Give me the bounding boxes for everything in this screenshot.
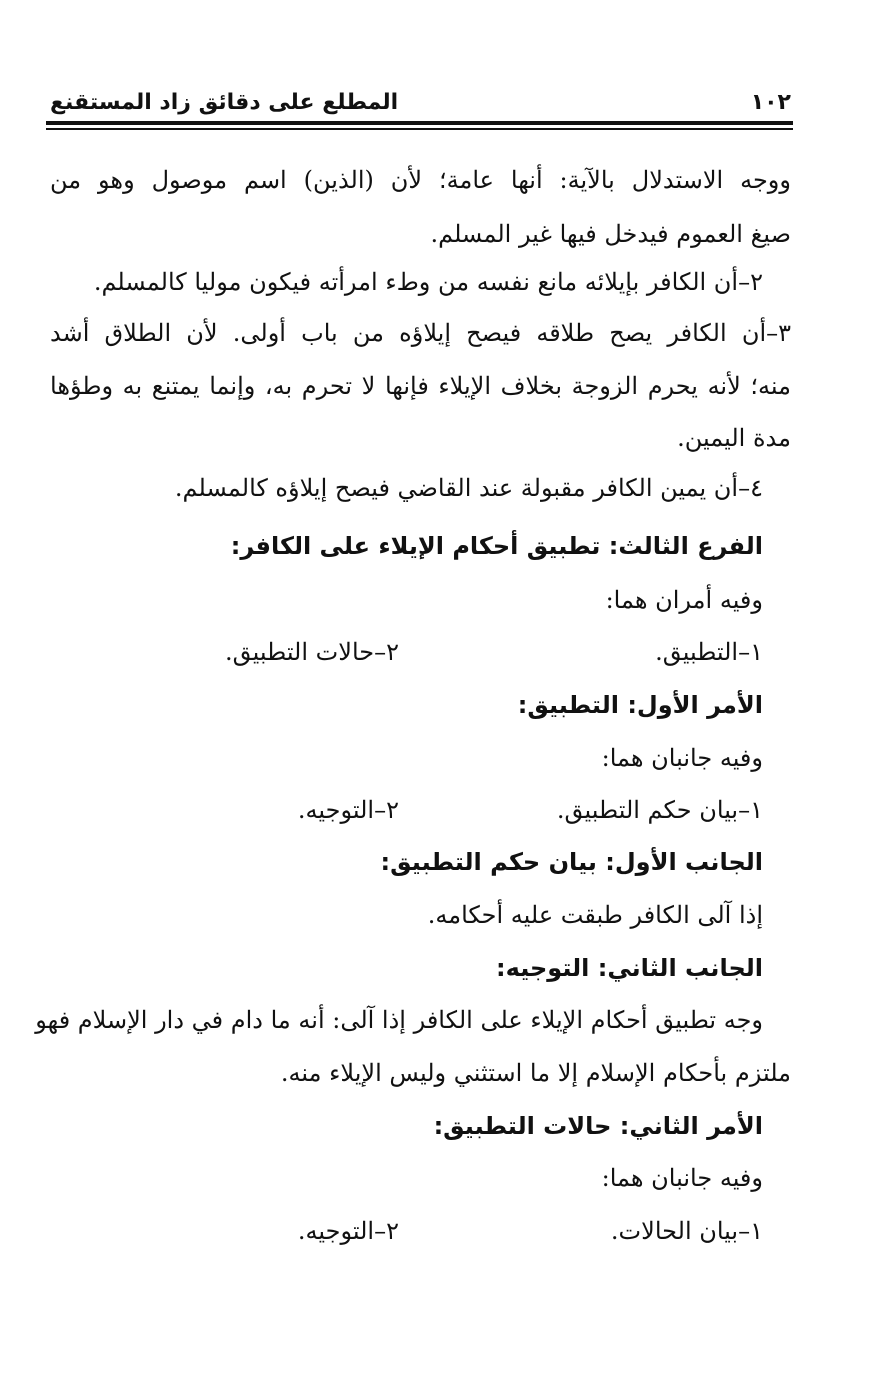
section-heading: الفرع الثالث: تطبيق أحكام الإيلاء على الكافر: [230,532,763,560]
side-heading: الجانب الأول: بيان حكم التطبيق: [380,848,763,876]
list-item: ٢–أن الكافر بإيلائه مانع نفسه من وطء امرأته فيكون موليا كالمسلم. [93,268,763,296]
book-title: المطلع على دقائق زاد المستقنع [50,90,399,115]
page-number: ١٠٢ [750,90,791,115]
list-item: ٤–أن يمين الكافر مقبولة عند القاضي فيصح إيلاؤه كالمسلم. [174,474,763,502]
header-rule-thick [46,121,793,125]
list-item: ٢–التوجيه. [297,796,399,824]
subsection-heading: الأمر الثاني: حالات التطبيق: [433,1112,763,1140]
list-item: ١–بيان حكم التطبيق. [556,796,763,824]
paragraph-line: إذا آلى الكافر طبقت عليه أحكامه. [427,901,763,929]
subsection-heading: الأمر الأول: التطبيق: [517,691,763,719]
paragraph-line: ووجه الاستدلال بالآية: أنها عامة؛ لأن (الذين) اسم موصول وهو من [50,166,791,194]
list-item: ٣–أن الكافر يصح طلاقه فيصح إيلاؤه من باب أولى. لأن الطلاق أشد [50,319,791,347]
section-intro: وفيه أمران هما: [605,586,763,614]
running-header [50,88,791,122]
list-item: ٢–التوجيه. [297,1217,399,1245]
list-item: ١–بيان الحالات. [610,1217,763,1245]
subsection-intro: وفيه جانبان هما: [601,744,763,772]
paragraph-line: وجه تطبيق أحكام الإيلاء على الكافر إذا آلى: أنه ما دام في دار الإسلام فهو [35,1006,763,1034]
paragraph-line: مدة اليمين. [677,424,791,452]
list-item: ١–التطبيق. [655,638,763,666]
paragraph-line: صيغ العموم فيدخل فيها غير المسلم. [430,220,791,248]
list-item: ٢–حالات التطبيق. [225,638,399,666]
paragraph-line: ملتزم بأحكام الإسلام إلا ما استثني وليس الإيلاء منه. [280,1059,791,1087]
header-rule-thin [46,128,793,130]
side-heading: الجانب الثاني: التوجيه: [496,954,763,982]
paragraph-line: منه؛ لأنه يحرم الزوجة بخلاف الإيلاء فإنها لا تحرم به، وإنما يمتنع به وطؤها [50,372,791,400]
subsection-intro: وفيه جانبان هما: [601,1164,763,1192]
